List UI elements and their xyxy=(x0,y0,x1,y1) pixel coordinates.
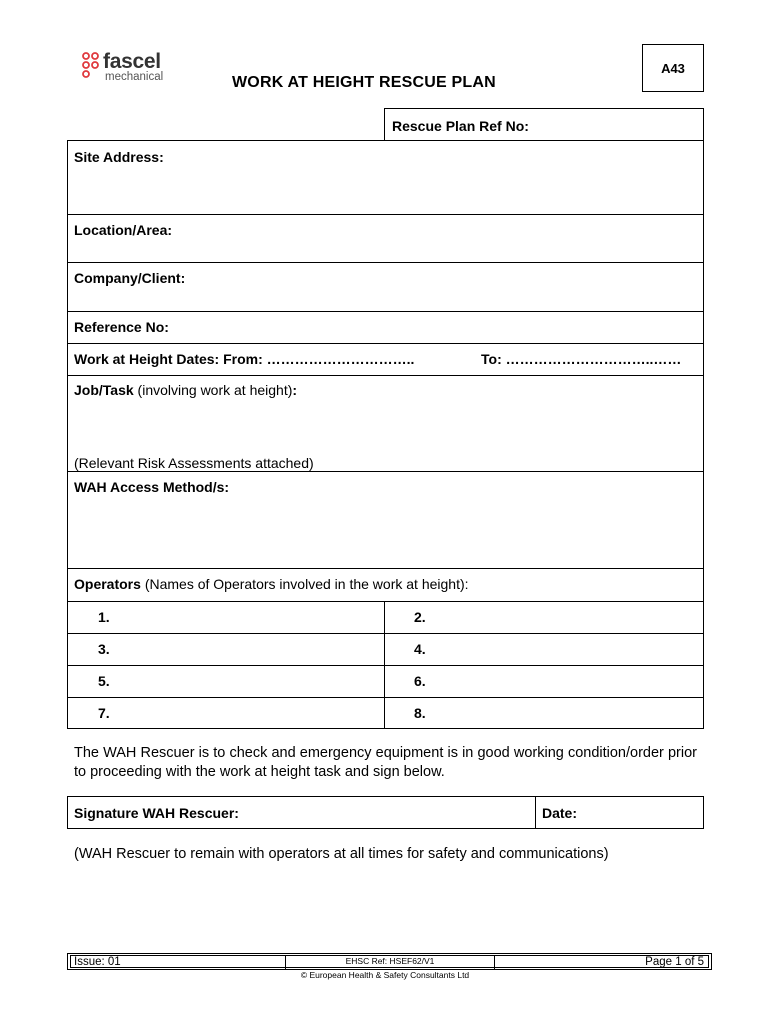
operators-label: Operators xyxy=(74,576,141,592)
footer-divider xyxy=(494,956,495,969)
operator-cell[interactable] xyxy=(68,633,385,665)
operator-number: 1. xyxy=(98,609,110,625)
operator-row xyxy=(68,665,703,698)
logo-name: fascel xyxy=(103,50,161,73)
form-code: A43 xyxy=(661,60,685,76)
job-task-field[interactable] xyxy=(68,375,703,472)
site-address-field[interactable] xyxy=(68,141,703,215)
operators-header xyxy=(68,568,703,602)
operator-cell[interactable] xyxy=(68,697,385,728)
footer-copyright: © European Health & Safety Consultants Ltd xyxy=(300,970,470,980)
company-logo xyxy=(82,50,192,90)
footer-issue: Issue: 01 xyxy=(74,956,121,968)
operator-row xyxy=(68,697,703,728)
date-field[interactable] xyxy=(536,797,703,828)
signature-table xyxy=(67,796,704,829)
operator-number: 8. xyxy=(414,705,426,721)
access-method-label: WAH Access Method/s: xyxy=(74,479,230,495)
signature-label: Signature WAH Rescuer: xyxy=(74,805,239,821)
job-task-note: (involving work at height) xyxy=(137,382,293,398)
location-label: Location/Area: xyxy=(74,222,173,238)
rescue-ref-field[interactable] xyxy=(384,108,704,141)
footer-table xyxy=(70,955,709,968)
signature-field[interactable] xyxy=(68,797,536,828)
form-code-box xyxy=(642,44,704,92)
operator-number: 5. xyxy=(98,673,110,689)
reference-field[interactable] xyxy=(68,311,703,344)
risk-assessments-note: (Relevant Risk Assessments attached) xyxy=(74,455,314,471)
operator-number: 2. xyxy=(414,609,426,625)
location-field[interactable] xyxy=(68,214,703,263)
operators-note: (Names of Operators involved in the work at height): xyxy=(144,576,469,592)
dates-from-label: Work at Height Dates: From: ………………………….. xyxy=(74,351,415,367)
remain-note: (WAH Rescuer to remain with operators at all times for safety and communications) xyxy=(74,846,609,862)
access-method-field[interactable] xyxy=(68,471,703,569)
company-label: Company/Client: xyxy=(74,270,186,286)
operator-cell[interactable] xyxy=(385,697,703,728)
operator-cell[interactable] xyxy=(385,633,703,665)
job-task-heading xyxy=(74,382,297,398)
dates-to-label: To: …………………………..…… xyxy=(481,351,682,367)
operator-row xyxy=(68,601,703,634)
document-footer xyxy=(67,953,712,970)
job-task-colon: : xyxy=(292,382,298,398)
operator-number: 6. xyxy=(414,673,426,689)
operator-number: 4. xyxy=(414,641,426,657)
rescuer-instruction: The WAH Rescuer is to check and emergency equipment is in good working condition/order prior to proceeding with the work at height task and sign below. xyxy=(74,745,697,780)
operator-cell[interactable] xyxy=(385,601,703,633)
operator-cell[interactable] xyxy=(68,601,385,633)
site-address-label: Site Address: xyxy=(74,149,164,165)
operators-heading xyxy=(74,576,469,592)
page-title: WORK AT HEIGHT RESCUE PLAN xyxy=(232,74,496,91)
operator-number: 7. xyxy=(98,705,110,721)
footer-page: Page 1 of 5 xyxy=(645,956,704,968)
main-form-table xyxy=(67,140,704,729)
company-field[interactable] xyxy=(68,262,703,312)
reference-label: Reference No: xyxy=(74,319,169,335)
operator-row xyxy=(68,633,703,666)
operator-number: 3. xyxy=(98,641,110,657)
operator-cell[interactable] xyxy=(68,665,385,697)
rescue-ref-label: Rescue Plan Ref No: xyxy=(392,118,529,134)
logo-dots-icon xyxy=(82,52,100,82)
operator-cell[interactable] xyxy=(385,665,703,697)
job-task-label: Job/Task xyxy=(74,382,134,398)
dates-field[interactable] xyxy=(68,343,703,376)
footer-ehsc-ref: EHSC Ref: HSEF62/V1 xyxy=(345,956,435,966)
date-label: Date: xyxy=(542,805,578,821)
logo-subtitle: mechanical xyxy=(105,71,164,83)
